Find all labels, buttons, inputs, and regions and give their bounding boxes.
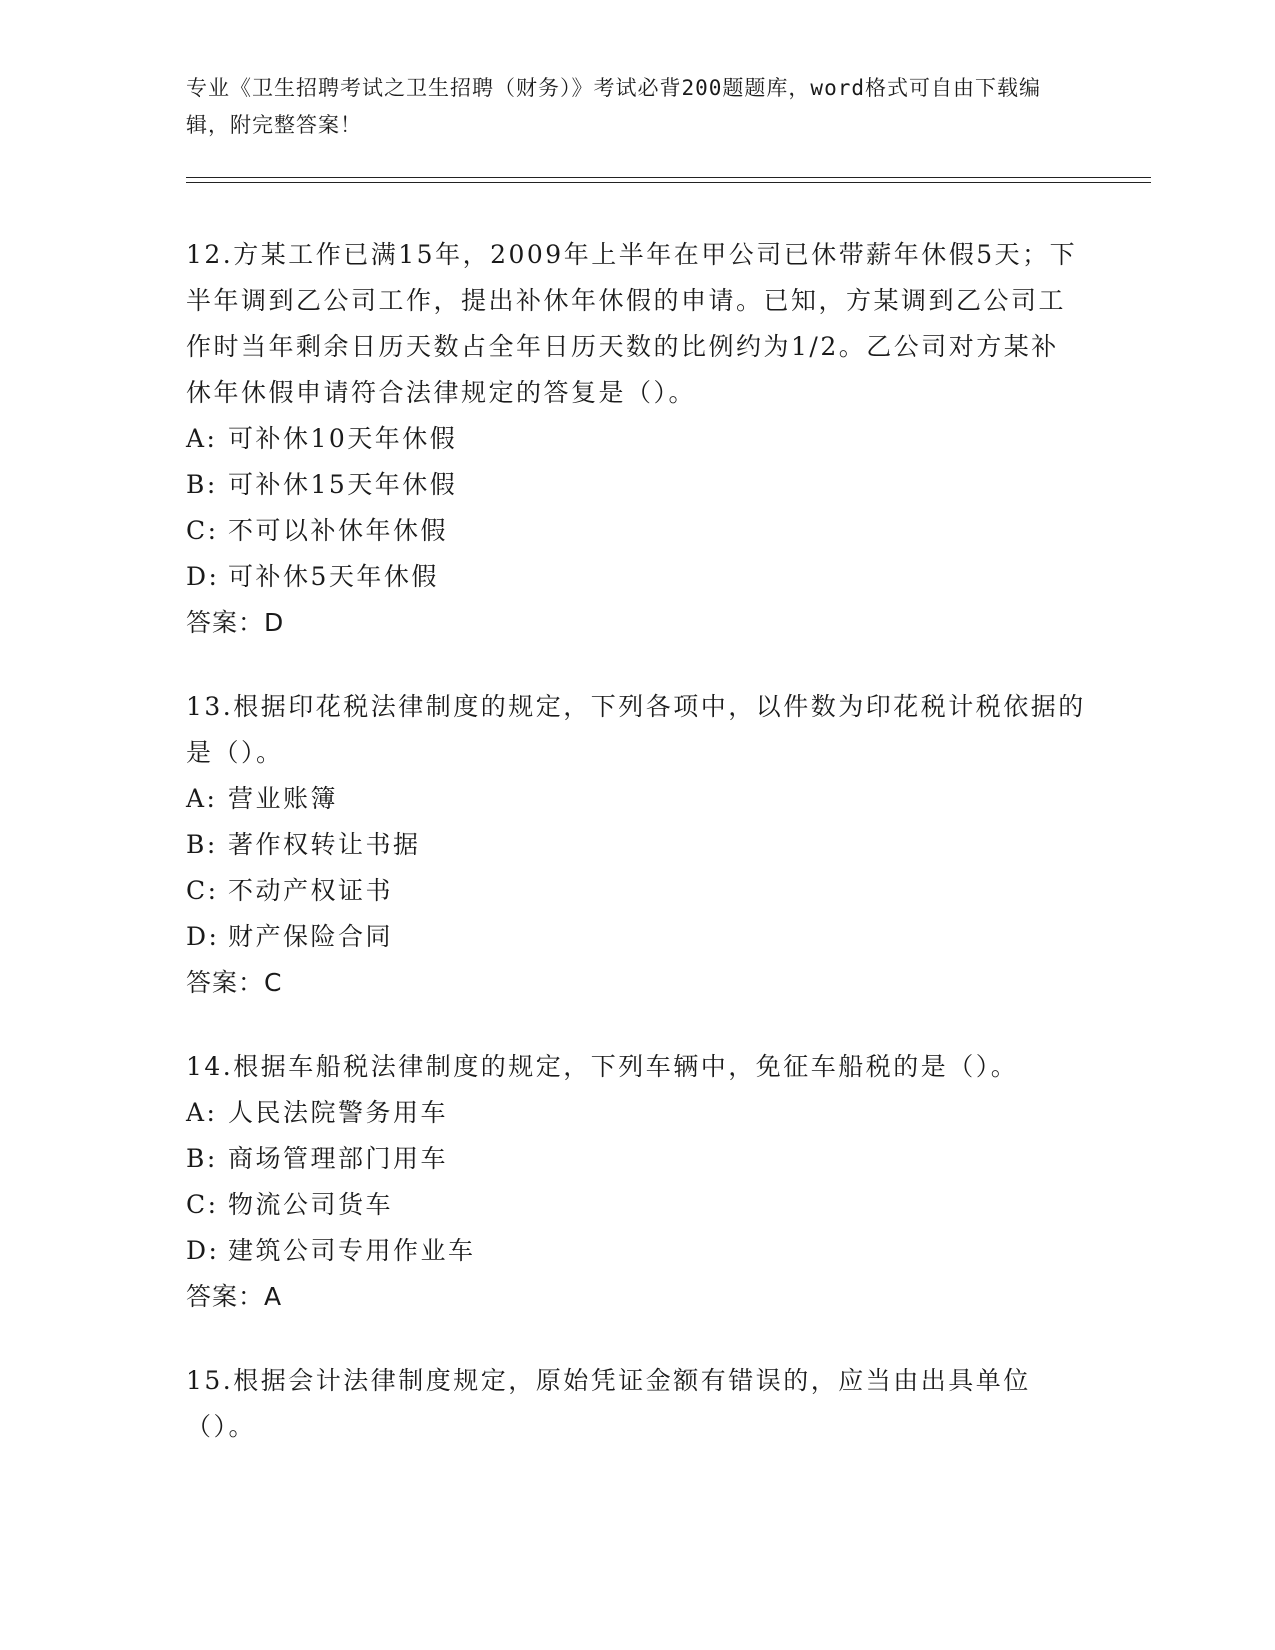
question-stem: 15.根据会计法律制度规定，原始凭证金额有错误的，应当由出具单位（）。 (186, 1366, 1031, 1441)
option-c (186, 508, 1086, 554)
option-letter: B: (186, 830, 218, 859)
question-13 (186, 684, 1086, 1006)
option-c (186, 868, 1086, 914)
option-a (186, 1090, 1086, 1136)
option-b (186, 822, 1086, 868)
option-text: 著作权转让书据 (228, 830, 421, 859)
option-a (186, 776, 1086, 822)
question-12 (186, 232, 1086, 646)
option-text: 财产保险合同 (228, 922, 394, 951)
option-text: 营业账簿 (228, 784, 339, 813)
option-letter: D: (186, 922, 220, 951)
option-letter: A: (186, 1098, 218, 1127)
question-stem: 13.根据印花税法律制度的规定，下列各项中，以件数为印花税计税依据的是（）。 (186, 692, 1086, 767)
option-text: 商场管理部门用车 (228, 1144, 449, 1173)
option-letter: C: (186, 516, 219, 545)
option-a (186, 416, 1086, 462)
option-b (186, 1136, 1086, 1182)
option-text: 人民法院警务用车 (228, 1098, 449, 1127)
answer-line: 答案：A (186, 1282, 283, 1311)
option-c (186, 1182, 1086, 1228)
option-text: 不可以补休年休假 (228, 516, 449, 545)
option-letter: B: (186, 1144, 218, 1173)
option-text: 可补休15天年休假 (228, 470, 458, 499)
option-d (186, 914, 1086, 960)
question-stem: 14.根据车船税法律制度的规定，下列车辆中，免征车船税的是（）。 (186, 1052, 1019, 1081)
answer-line: 答案：C (186, 968, 283, 997)
question-15 (186, 1358, 1086, 1450)
option-b (186, 462, 1086, 508)
option-text: 可补休5天年休假 (228, 562, 439, 591)
option-letter: D: (186, 1236, 220, 1265)
document-header: 专业《卫生招聘考试之卫生招聘（财务）》考试必背200题题库，word格式可自由下载编辑，附完整答案！ (186, 76, 1041, 137)
header-divider-top (186, 177, 1151, 178)
question-14 (186, 1044, 1086, 1320)
option-text: 不动产权证书 (228, 876, 394, 905)
option-letter: A: (186, 424, 218, 453)
question-stem: 12.方某工作已满15年，2009年上半年在甲公司已休带薪年休假5天；下半年调到乙公司工作，提出补休年休假的申请。已知，方某调到乙公司工作时当年剩余日历天数占全年日历天数的比例约为1/2。乙公司对方某补休年休假申请符合法律规定的答复是（）。 (186, 240, 1078, 407)
option-list (186, 1090, 1086, 1274)
option-text: 建筑公司专用作业车 (228, 1236, 476, 1265)
option-list (186, 416, 1086, 600)
option-letter: B: (186, 470, 218, 499)
option-letter: A: (186, 784, 218, 813)
option-list (186, 776, 1086, 960)
option-letter: C: (186, 1190, 219, 1219)
header-divider-bottom (186, 182, 1151, 183)
option-text: 可补休10天年休假 (228, 424, 458, 453)
option-d (186, 1228, 1086, 1274)
question-list (186, 232, 1086, 1488)
answer-line: 答案：D (186, 608, 285, 637)
option-letter: C: (186, 876, 219, 905)
option-d (186, 554, 1086, 600)
option-text: 物流公司货车 (228, 1190, 394, 1219)
option-letter: D: (186, 562, 220, 591)
